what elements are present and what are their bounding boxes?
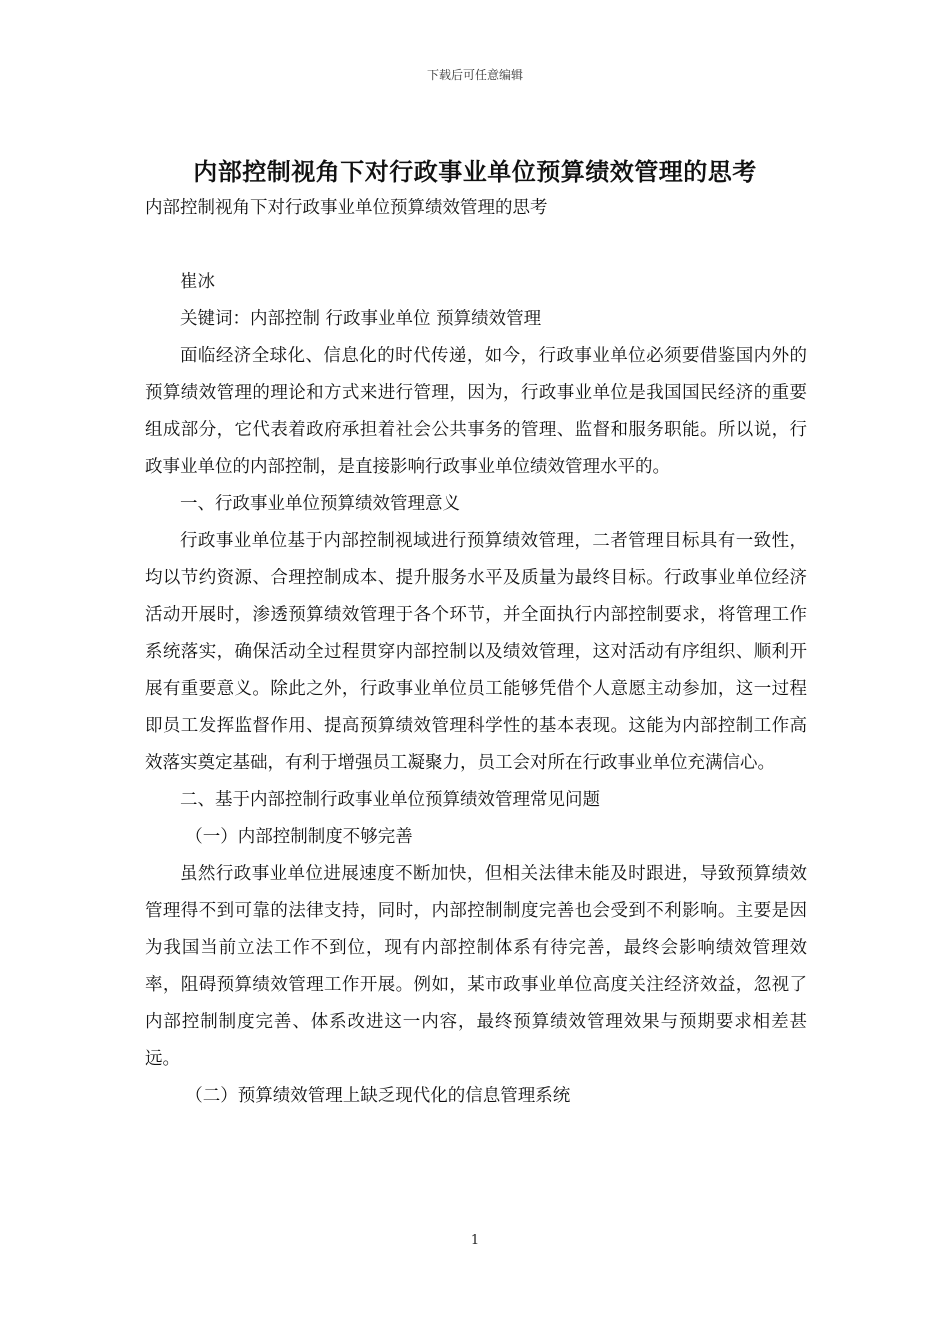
blank-line (145, 227, 807, 264)
page-number: 1 (470, 1233, 480, 1248)
section-1-heading: 一、行政事业单位预算绩效管理意义 (180, 494, 460, 514)
section-1-paragraph: 行政事业单位基于内部控制视域进行预算绩效管理，二者管理目标具有一致性，均以节约资源、合理控制成本、提升服务水平及质量为最终目标。行政事业单位经济活动开展时，渗透预算绩效管理于各个环节，并全面执行内部控制要求，将管理工作系统落实，确保活动全过程贯穿内部控制以及绩效管理，这对活动有序组织、顺利开展有重要意义。除此之外，行政事业单位员工能够凭借个人意愿主动参加，这一过程即员工发挥监督作用、提高预算绩效管理科学性的基本表现。这能为内部控制工作高效落实奠定基础，有利于增强员工凝聚力，员工会对所在行政事业单位充满信心。 (145, 531, 807, 773)
document-subtitle: 内部控制视角下对行政事业单位预算绩效管理的思考 (145, 198, 548, 218)
keywords-line: 关键词：内部控制 行政事业单位 预算绩效管理 (180, 309, 542, 329)
intro-paragraph: 面临经济全球化、信息化的时代传递，如今，行政事业单位必须要借鉴国内外的预算绩效管理的理论和方式来进行管理，因为，行政事业单位是我国国民经济的重要组成部分，它代表着政府承担着社会公共事务的管理、监督和服务职能。所以说，行政事业单位的内部控制，是直接影响行政事业单位绩效管理水平的。 (145, 346, 807, 477)
subsection-1-paragraph: 虽然行政事业单位进展速度不断加快，但相关法律未能及时跟进，导致预算绩效管理得不到可靠的法律支持，同时，内部控制制度完善也会受到不利影响。主要是因为我国当前立法工作不到位，现有内部控制体系有待完善，最终会影响绩效管理效率，阻碍预算绩效管理工作开展。例如，某市政事业单位高度关注经济效益，忽视了内部控制制度完善、体系改进这一内容，最终预算绩效管理效果与预期要求相差甚远。 (145, 864, 807, 1069)
subsection-1-heading: （一）内部控制制度不够完善 (185, 827, 413, 847)
author-name: 崔冰 (180, 272, 215, 292)
header-note: 下载后可任意编辑 (426, 68, 523, 82)
subsection-2-heading: （二）预算绩效管理上缺乏现代化的信息管理系统 (185, 1086, 571, 1106)
document-body (145, 190, 807, 1115)
section-2-heading: 二、基于内部控制行政事业单位预算绩效管理常见问题 (180, 790, 600, 810)
document-title: 内部控制视角下对行政事业单位预算绩效管理的思考 (193, 157, 757, 186)
